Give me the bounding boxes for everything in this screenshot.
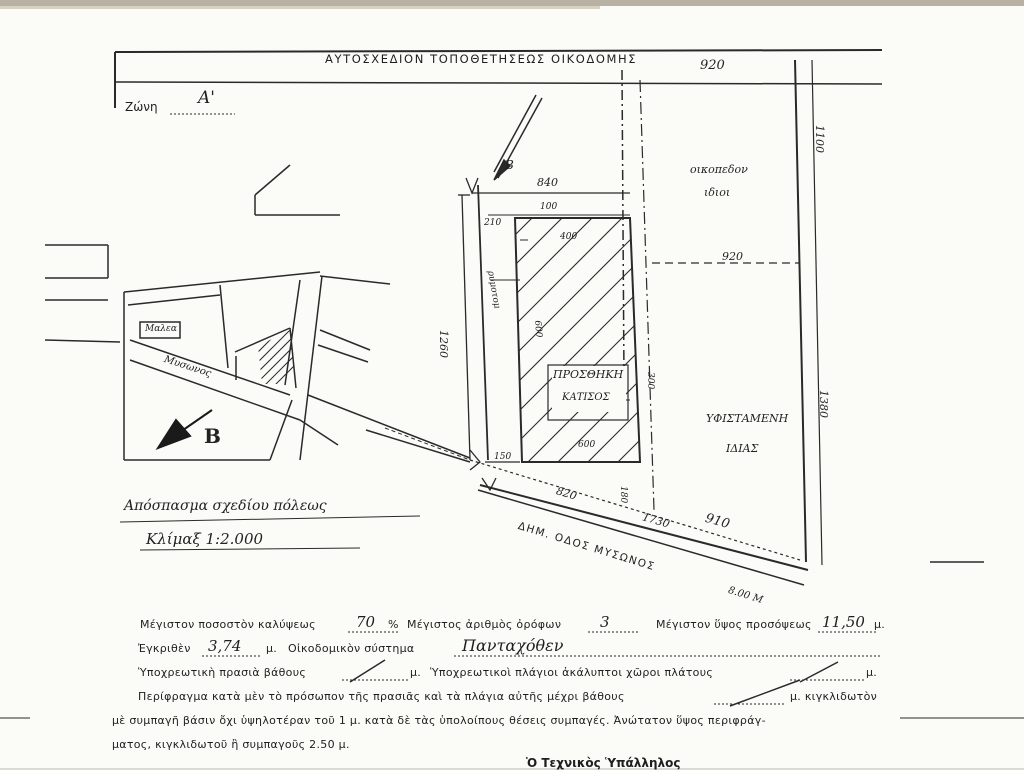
neighbor-label-2: ιδιοι (704, 186, 731, 199)
fence-line-1a: Περίφραγμα κατὰ μὲν τὸ πρόσωπον τῆς πρασιᾶς καὶ τὰ πλάγια αὐτῆς μέχρι βάθους (138, 690, 625, 703)
map-north-letter: Β (204, 424, 221, 448)
floors-label: Μέγιστος ἀριθμὸς ὀρόφων (407, 618, 562, 631)
mandatory-depth-unit: μ. (410, 666, 422, 679)
street-width: 8.00 Μ (726, 585, 765, 606)
height-label: Μέγιστον ὕψος προσόψεως (656, 618, 812, 631)
side-spaces-label: Ὑποχρεωτικοὶ πλάγιοι ἀκάλυπτοι χῶροι πλάτους (430, 666, 714, 679)
north-letter: Β (505, 158, 514, 172)
zone-label: Ζώνη (125, 100, 158, 114)
document-title: ΑΥΤΟΣΧΕΔΙΟΝ ΤΟΠΟΘΕΤΗΣΕΩΣ ΟΙΚΟΔΟΜΗΣ (325, 52, 638, 66)
system-label: Οἰκοδομικὸν σύστημα (288, 642, 415, 655)
dim-top-width: 840 (537, 176, 558, 189)
approved-unit: μ. (266, 642, 278, 655)
map-block-label: Μαλεα (145, 324, 177, 334)
zone-value: Α' (198, 88, 215, 108)
system-value: Πανταχόθεν (462, 636, 564, 655)
dim-bottom-910: 910 (703, 510, 732, 533)
mandatory-depth-label: Ὑποχρεωτικὴ πρασιὰ βάθους (138, 666, 307, 679)
building-line-label: ρυμοτομ (485, 270, 502, 310)
side-spaces-unit: μ. (866, 666, 878, 679)
dim-inner-400: 400 (560, 232, 578, 242)
building-label-2: ΚΑΤΙΣΟΣ (562, 392, 610, 403)
coverage-unit: % (388, 618, 399, 631)
map-caption-1: Απόσπασμα σχεδίου πόλεως (124, 498, 327, 514)
dim-right-1380: 1380 (817, 390, 830, 418)
coverage-value: 70 (356, 613, 376, 631)
height-value: 11,50 (822, 613, 865, 631)
existing-label: ΥΦΙΣΤΑΜΕΝΗ (706, 412, 789, 425)
dim-bottom-180: 180 (618, 486, 628, 504)
floors-value: 3 (600, 613, 610, 631)
dim-inner-600-left: 600 (532, 320, 544, 338)
fence-line-1b: μ. κιγκλιδωτὸν (790, 690, 878, 703)
dim-bottom-1730: 1730 (640, 510, 672, 531)
fence-line-3: ματος, κιγκλιδωτοῦ ἢ συμπαγοῦς 2.50 μ. (112, 738, 350, 751)
dim-inner-top: 100 (540, 202, 558, 212)
dim-inner-600: 600 (578, 440, 596, 450)
fence-line-2: μὲ συμπαγῆ βάσιν ὄχι ὑψηλοτέραν τοῦ 1 μ. κατὰ δὲ τὰς ὑπολοίπους θέσεις συμπαγές. Ἀνώτατον ὕψος περιφράγ- (112, 714, 766, 727)
title-number: 920 (700, 58, 725, 73)
building-hatch (460, 160, 700, 480)
height-unit: μ. (874, 618, 886, 631)
location-map (45, 165, 470, 462)
dim-bottom-820: 820 (554, 484, 579, 503)
dim-depth-left: 1260 (437, 330, 450, 358)
dim-left-offset: 210 (484, 218, 502, 228)
approved-label: Ἐγκριθὲν (138, 642, 191, 655)
dim-bottom-150: 150 (494, 452, 512, 462)
existing-label-2: ΙΔΙΑΣ (726, 442, 759, 455)
signature-label: Ὁ Τεχνικὸς Ὑπάλληλος (526, 756, 681, 770)
building-label: ΠΡΟΣΘΗΚΗ (553, 368, 624, 381)
street-label: ΔΗΜ. ΟΔΟΣ ΜΥΣΩΝΟΣ (516, 520, 657, 574)
map-caption-2: Κλίμαξ 1:2.000 (146, 530, 264, 548)
approved-value: 3,74 (208, 637, 242, 655)
dim-right-1100: 1100 (813, 125, 826, 153)
neighbor-label: οικοπεδον (690, 163, 748, 176)
dim-inner-300: 300 (645, 372, 655, 390)
north-arrow-icon (494, 95, 542, 180)
dim-right-920: 920 (722, 250, 743, 263)
map-street-label: Μυσωνος (162, 354, 213, 380)
coverage-label: Μέγιστον ποσοστὸν καλύψεως (140, 618, 316, 631)
